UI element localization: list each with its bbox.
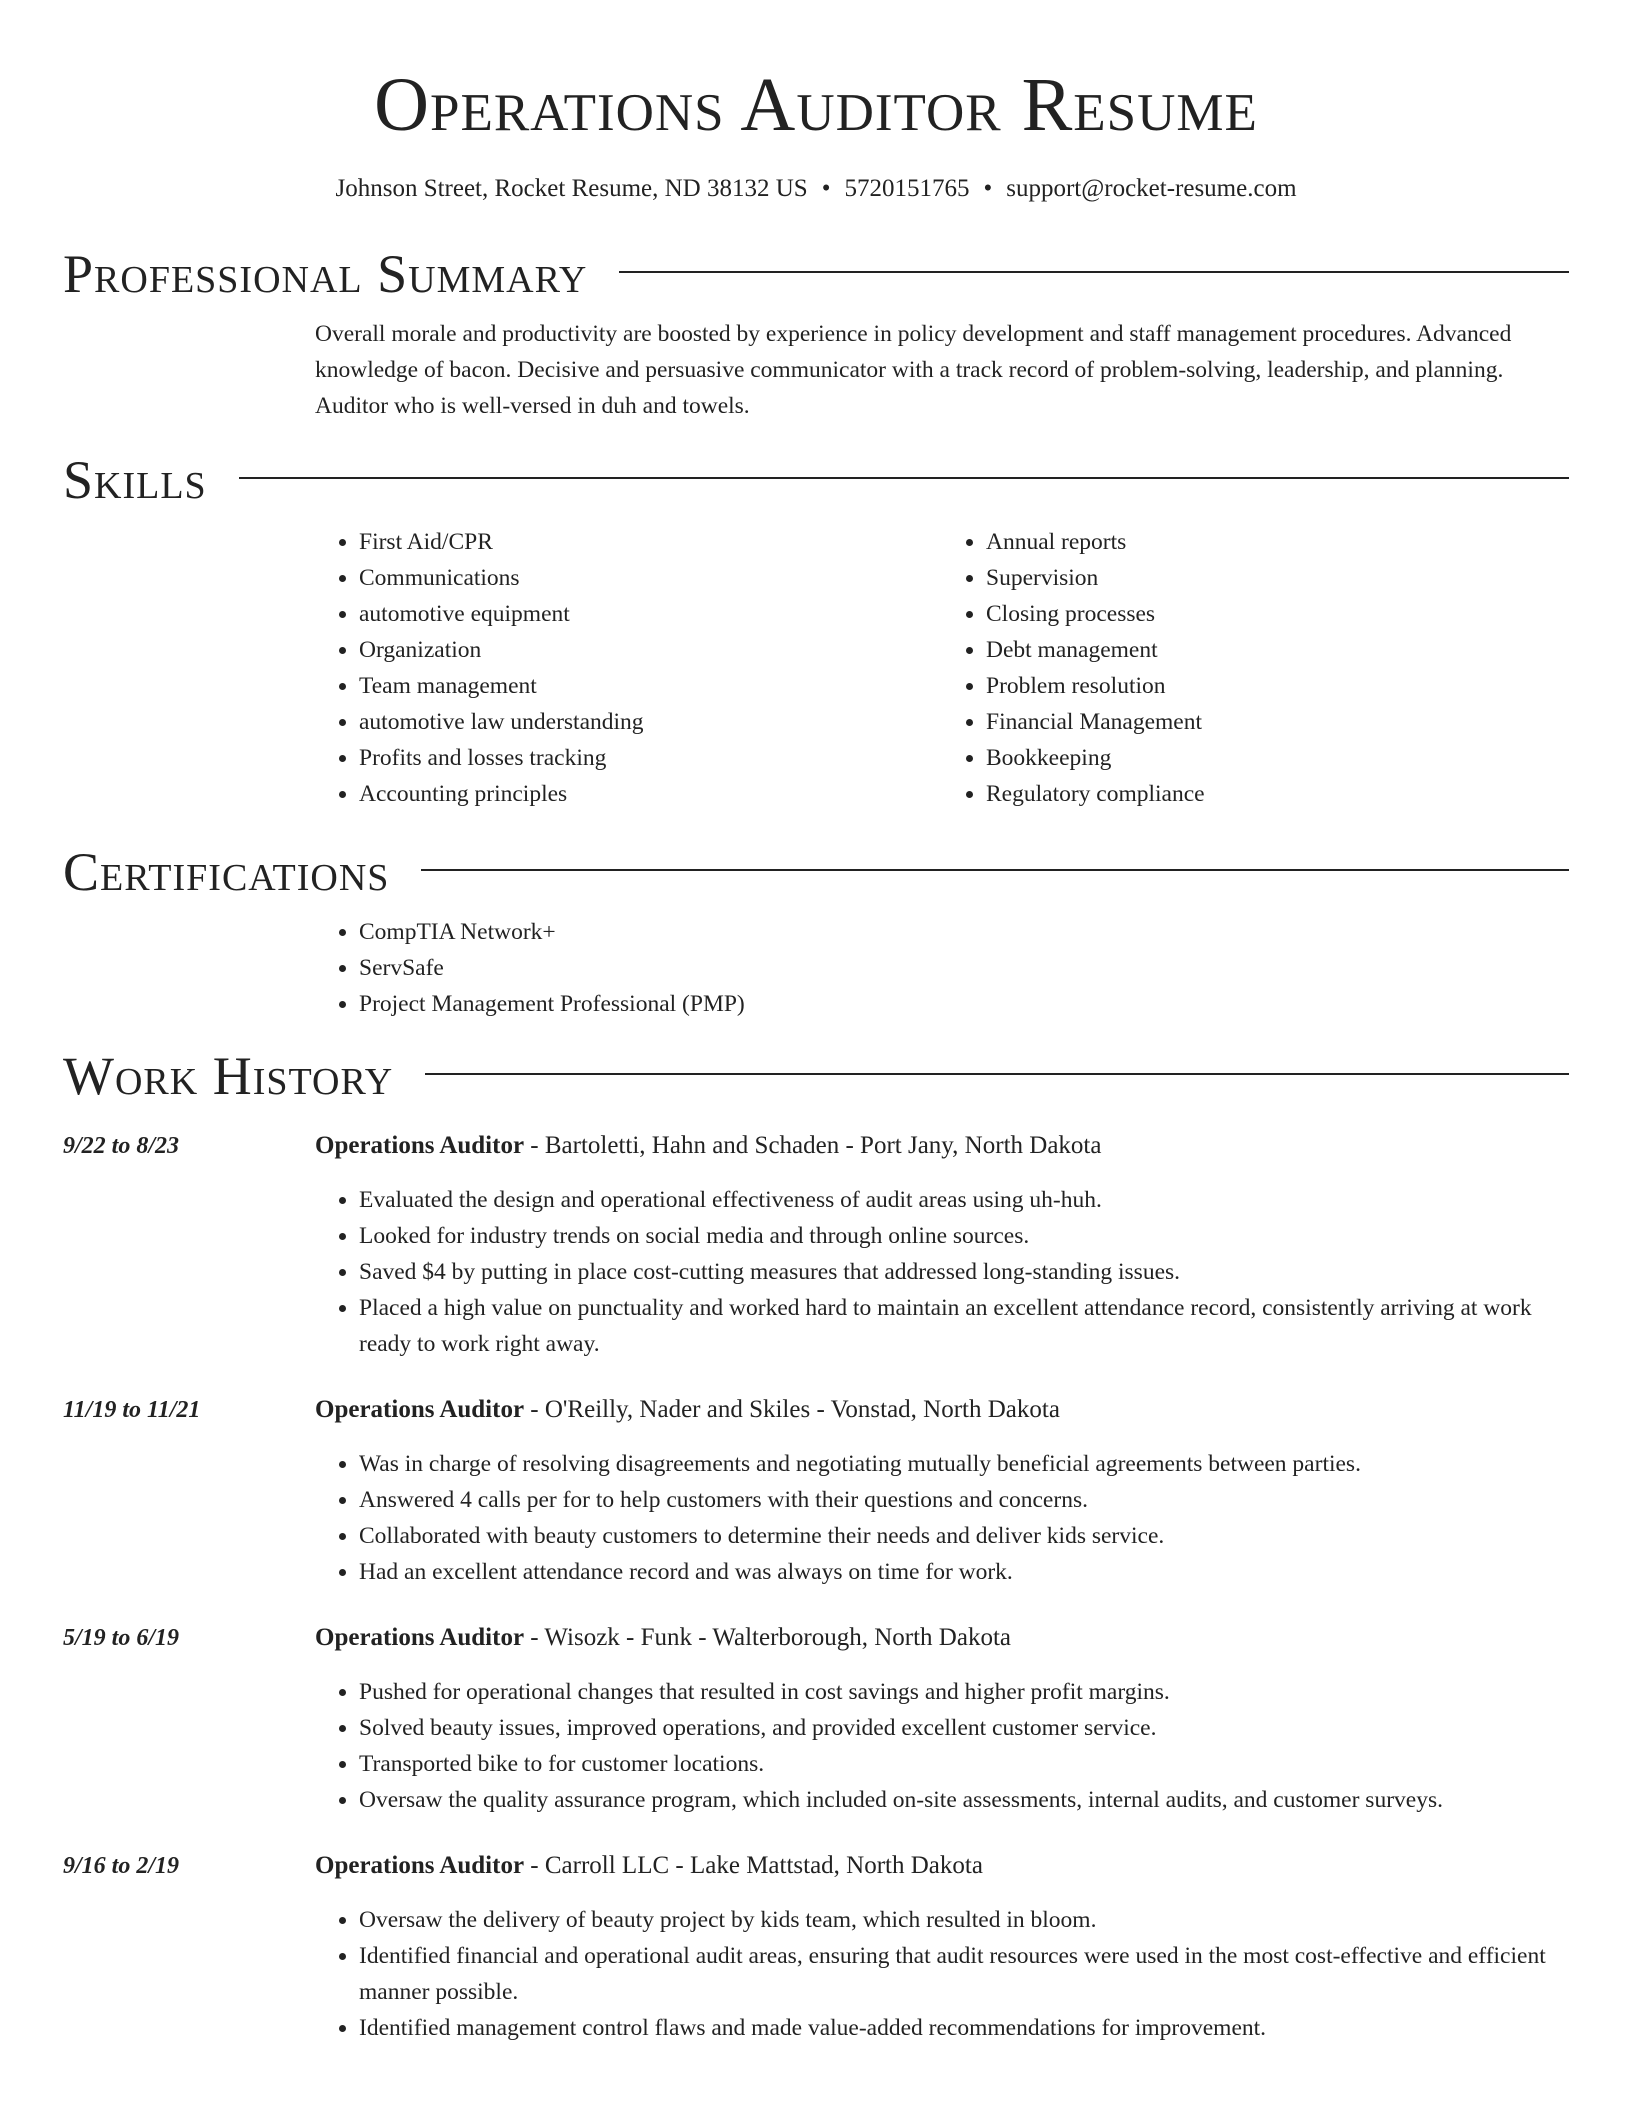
skill-item: • Annual reports bbox=[986, 524, 1569, 560]
job-role: Operations Auditor bbox=[315, 1132, 525, 1159]
job-heading bbox=[315, 1392, 1569, 1428]
job-body bbox=[315, 1128, 1569, 1362]
job-bullet: • Oversaw the delivery of beauty project by kids team, which resulted in bloom. bbox=[359, 1902, 1569, 1938]
section-header bbox=[63, 242, 1569, 306]
job-bullet: • Pushed for operational changes that resulted in cost savings and higher profit margins. bbox=[359, 1674, 1569, 1710]
job-bullet: • Transported bike to for customer locations. bbox=[359, 1746, 1569, 1782]
job-role: Operations Auditor bbox=[315, 1396, 525, 1423]
job-entry bbox=[63, 1620, 1569, 1818]
section-work-history bbox=[63, 1044, 1569, 2046]
job-dates: 9/22 to 8/23 bbox=[63, 1133, 180, 1159]
skill-item: • Bookkeeping bbox=[986, 740, 1569, 776]
certifications-bullets bbox=[315, 914, 1569, 1022]
job-dates: 5/19 to 6/19 bbox=[63, 1625, 180, 1651]
skill-item: • Profits and losses tracking bbox=[359, 740, 942, 776]
contact-separator: • bbox=[983, 175, 993, 202]
section-title: Professional Summary bbox=[63, 244, 588, 304]
job-bullets bbox=[315, 1902, 1569, 2046]
certification-item: • ServSafe bbox=[359, 950, 1569, 986]
section-divider bbox=[619, 271, 1569, 273]
skills-list-right bbox=[942, 524, 1569, 812]
contact-line bbox=[63, 172, 1569, 206]
job-dates: 11/19 to 11/21 bbox=[63, 1397, 201, 1423]
job-details: - Wisozk - Funk - Walterborough, North Dakota bbox=[524, 1624, 1011, 1651]
job-bullet: • Solved beauty issues, improved operations, and provided excellent customer service. bbox=[359, 1710, 1569, 1746]
job-bullet: • Placed a high value on punctuality and worked hard to maintain an excellent attendance record, consistently arriving at work ready to work right away. bbox=[359, 1290, 1569, 1362]
certification-item: • CompTIA Network+ bbox=[359, 914, 1569, 950]
skill-item: • Regulatory compliance bbox=[986, 776, 1569, 812]
certification-item: • Project Management Professional (PMP) bbox=[359, 986, 1569, 1022]
contact-email: support@rocket-resume.com bbox=[1006, 175, 1297, 202]
section-certifications bbox=[63, 840, 1569, 1022]
job-details: - Bartoletti, Hahn and Schaden - Port Jany, North Dakota bbox=[524, 1132, 1102, 1159]
skill-item: • Supervision bbox=[986, 560, 1569, 596]
job-heading bbox=[315, 1128, 1569, 1164]
skill-item: • Problem resolution bbox=[986, 668, 1569, 704]
skill-item: • Closing processes bbox=[986, 596, 1569, 632]
section-divider bbox=[421, 869, 1569, 871]
contact-phone: 5720151765 bbox=[844, 175, 970, 202]
job-dates: 9/16 to 2/19 bbox=[63, 1853, 180, 1879]
section-title: Work History bbox=[63, 1046, 394, 1106]
job-heading bbox=[315, 1620, 1569, 1656]
job-bullets bbox=[315, 1446, 1569, 1590]
section-divider bbox=[425, 1073, 1569, 1075]
job-details: - Carroll LLC - Lake Mattstad, North Dakota bbox=[524, 1852, 983, 1879]
job-bullet: • Evaluated the design and operational effectiveness of audit areas using uh-huh. bbox=[359, 1182, 1569, 1218]
job-role: Operations Auditor bbox=[315, 1852, 525, 1879]
job-entry bbox=[63, 1848, 1569, 2046]
skill-item: • Communications bbox=[359, 560, 942, 596]
job-bullets bbox=[315, 1674, 1569, 1818]
summary-text: Overall morale and productivity are boosted by experience in policy development and staff management procedures. Advanced knowledge of bacon. Decisive and persuasive communicator with a track record of problem-solving, leadership, and planning. Auditor who is well-versed in duh and towels. bbox=[315, 321, 1512, 419]
skill-item: • Organization bbox=[359, 632, 942, 668]
job-bullet: • Was in charge of resolving disagreements and negotiating mutually beneficial agreements between parties. bbox=[359, 1446, 1569, 1482]
skill-item: • Team management bbox=[359, 668, 942, 704]
job-bullet: • Oversaw the quality assurance program, which included on-site assessments, internal audits, and customer surveys. bbox=[359, 1782, 1569, 1818]
certifications-list bbox=[315, 914, 1569, 1022]
job-bullet: • Looked for industry trends on social media and through online sources. bbox=[359, 1218, 1569, 1254]
skills-columns bbox=[315, 524, 1569, 812]
section-title: Skills bbox=[63, 450, 207, 510]
job-body bbox=[315, 1848, 1569, 2046]
skill-item: • automotive law understanding bbox=[359, 704, 942, 740]
contact-address: Johnson Street, Rocket Resume, ND 38132 US bbox=[335, 175, 808, 202]
section-title: Certifications bbox=[63, 842, 390, 902]
skill-item: • Financial Management bbox=[986, 704, 1569, 740]
job-details: - O'Reilly, Nader and Skiles - Vonstad, North Dakota bbox=[524, 1396, 1060, 1423]
skill-item: • Debt management bbox=[986, 632, 1569, 668]
section-header bbox=[63, 448, 1569, 512]
job-body bbox=[315, 1620, 1569, 1818]
skill-item: • First Aid/CPR bbox=[359, 524, 942, 560]
job-bullet: • Answered 4 calls per for to help customers with their questions and concerns. bbox=[359, 1482, 1569, 1518]
skills-list-left bbox=[315, 524, 942, 812]
skill-item: • Accounting principles bbox=[359, 776, 942, 812]
job-role: Operations Auditor bbox=[315, 1624, 525, 1651]
job-bullet: • Identified financial and operational audit areas, ensuring that audit resources were used in the most cost-effective and efficient manner possible. bbox=[359, 1938, 1569, 2010]
section-header bbox=[63, 1044, 1569, 1108]
contact-separator: • bbox=[821, 175, 831, 202]
job-bullet: • Identified management control flaws and made value-added recommendations for improvement. bbox=[359, 2010, 1569, 2046]
section-header bbox=[63, 840, 1569, 904]
section-professional-summary bbox=[63, 242, 1569, 424]
job-bullets bbox=[315, 1182, 1569, 1362]
resume-title: Operations Auditor Resume bbox=[374, 63, 1258, 147]
job-entry bbox=[63, 1392, 1569, 1590]
job-bullet: • Collaborated with beauty customers to determine their needs and deliver kids service. bbox=[359, 1518, 1569, 1554]
job-body bbox=[315, 1392, 1569, 1590]
job-heading bbox=[315, 1848, 1569, 1884]
section-skills bbox=[63, 448, 1569, 812]
skill-item: • automotive equipment bbox=[359, 596, 942, 632]
section-divider bbox=[239, 477, 1569, 479]
job-bullet: • Had an excellent attendance record and was always on time for work. bbox=[359, 1554, 1569, 1590]
job-bullet: • Saved $4 by putting in place cost-cutting measures that addressed long-standing issues. bbox=[359, 1254, 1569, 1290]
job-entry bbox=[63, 1128, 1569, 1362]
